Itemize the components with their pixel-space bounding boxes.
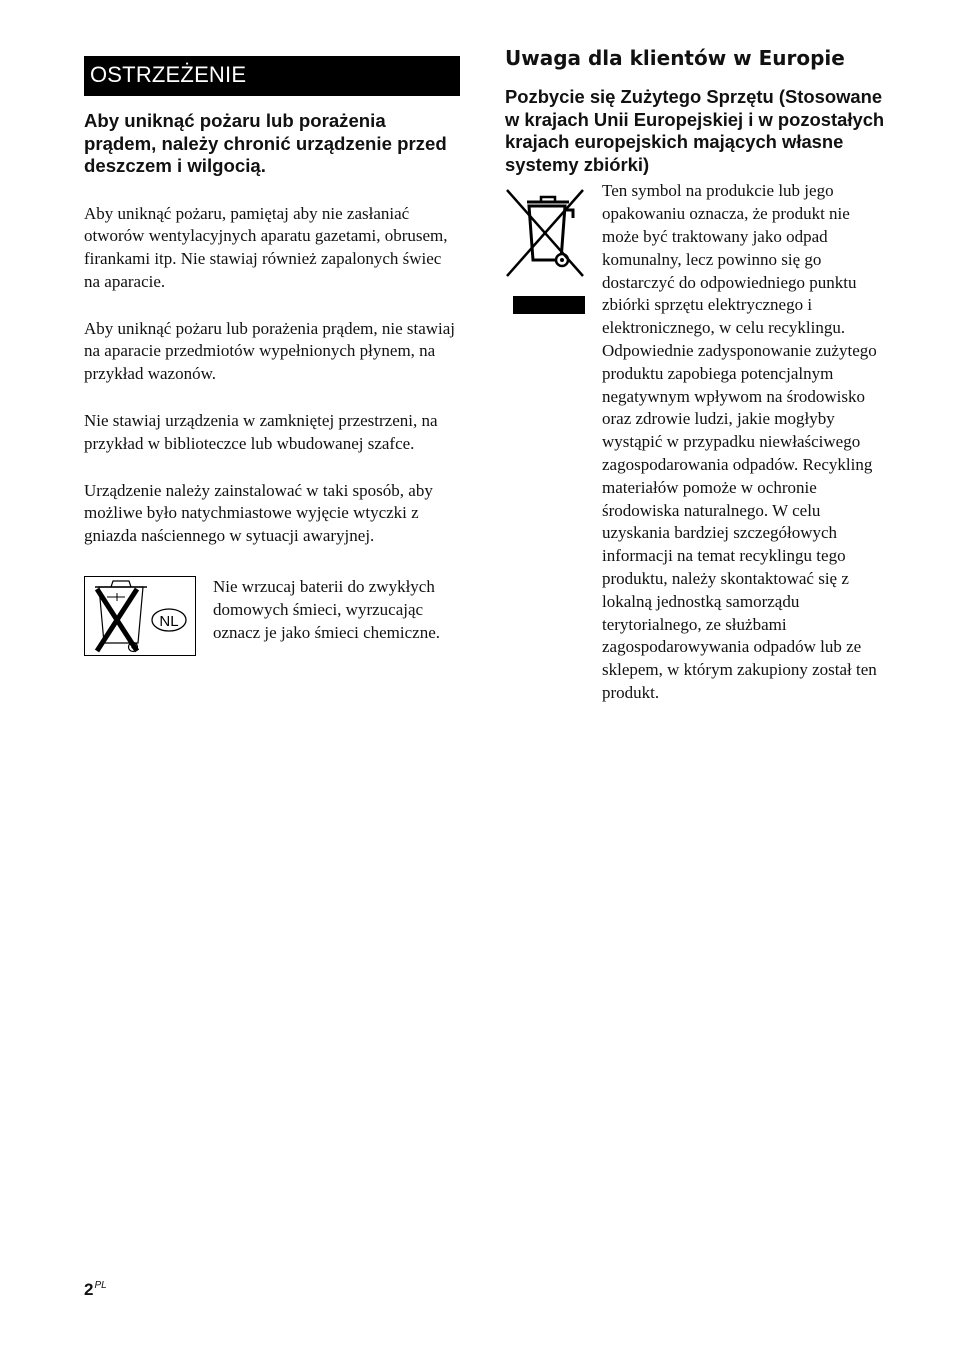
europe-title: Uwaga dla klientów w Europie (505, 46, 845, 70)
battery-notice (84, 576, 460, 666)
weee-notice (505, 180, 885, 704)
battery-disposal-icon (84, 576, 196, 656)
nl-symbol-label: NL (159, 613, 179, 631)
warning-paragraph-enclosed: Nie stawiaj urządzenia w zamkniętej przestrzeni, na przykład w biblioteczce lub wbudowanej szafce. (84, 411, 438, 453)
weee-text: Ten symbol na produkcie lub jego opakowaniu oznacza, że produkt nie może być traktowany jako odpad komunalny, lecz powinno się go dostarczyć do odpowiedniego punktu zbiórki sprzętu elektrycznego i elektronicznego, w celu recyklingu. Odpowiednie zadysponowanie zużytego produktu zapobiega potencjalnym negatywnym wpływom na środowisko oraz zdrowie ludzi, jakie mogłyby wystąpić w przypadku niewłaściwego zagospodarowania odpadów. Recykling materiałów pomoże w ochronie środowiska naturalnego. W celu uzyskania bardziej szczegółowych informacji na temat recyklingu tego produktu, należy skontaktować się z lokalną jednostką samorządu terytorialnego, ze służbami zagospodarowywania odpadów lub ze sklepem, w którym zakupiony został ten produkt. (602, 181, 877, 702)
battery-disposal-text: Nie wrzucaj baterii do zwykłych domowych śmieci, wyrzucając oznacz je jako śmieci chemiczne. (213, 577, 441, 642)
europe-subtitle: Pozbycie się Zużytego Sprzętu (Stosowane w krajach Unii Europejskiej i w pozostałych krajach europejskich mających własne systemy zbiórki) (505, 86, 885, 175)
page-number-value: 2 (84, 1280, 94, 1299)
warning-paragraph-plug: Urządzenie należy zainstalować w taki sposób, aby możliwe było natychmiastowe wyjęcie wtyczki z gniazda naściennego w sytuacji awaryjnej. (84, 480, 433, 546)
warning-paragraph-liquids: Aby uniknąć pożaru lub porażenia prądem, nie stawiaj na aparacie przedmiotów wypełnionych płynem, na przykład wazonów. (84, 318, 456, 384)
europe-column (505, 44, 885, 705)
crossed-out-bin-nl-icon (85, 577, 195, 655)
warning-paragraph-ventilation: Aby uniknąć pożaru, pamiętaj aby nie zasłaniać otworów wentylacyjnych aparatu gazetami, obrusem, firankami itp. Nie stawiaj również zapalonych świec na aparacie. (84, 203, 448, 291)
warning-column (84, 56, 460, 666)
crossed-out-wheelie-bin-icon (505, 186, 585, 316)
warning-banner: OSTRZEŻENIE (84, 56, 460, 96)
warning-lead: Aby uniknąć pożaru lub porażenia prądem, należy chronić urządzenie przed deszczem i wilgocią. (84, 110, 447, 176)
page-number (84, 1280, 107, 1300)
page-number-suffix: PL (94, 1280, 107, 1292)
